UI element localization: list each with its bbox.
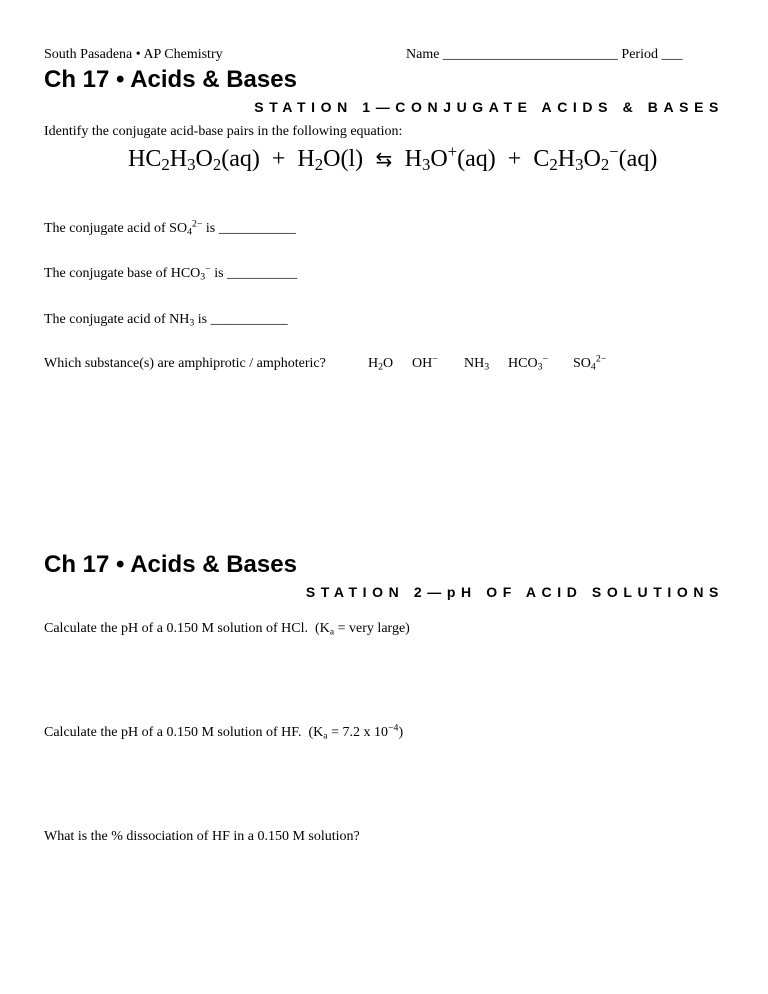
option-ammonia: $NH_3$ xyxy=(464,356,490,373)
plus-sign: + xyxy=(265,146,292,172)
chapter-title-1: Ch 17 • Acids & Bases xyxy=(44,66,297,93)
product-hydronium: $H_3O^+(aq)$ xyxy=(404,141,496,175)
chemical-equation xyxy=(128,141,658,175)
question-ph-hcl: Calculate the pH of a 0.150 M solution of HCl. ($K_a$ = very large) xyxy=(44,621,410,638)
question-conjugate-acid-ammonia: The conjugate acid of $NH_3$ is ___________ xyxy=(44,312,288,329)
school-course-label: South Pasadena • AP Chemistry xyxy=(44,47,223,62)
equilibrium-arrow-icon: ⇆ xyxy=(369,147,399,171)
station-1-instruction: Identify the conjugate acid-base pairs in the following equation: xyxy=(44,124,403,139)
option-hydroxide: OH− xyxy=(412,353,438,371)
question-conjugate-base-bicarbonate: The conjugate base of $HCO_3^-$ is __________ xyxy=(44,263,298,283)
question-amphiprotic: Which substance(s) are amphiprotic / amphoteric? xyxy=(44,356,326,371)
chapter-title-2: Ch 17 • Acids & Bases xyxy=(44,551,297,578)
reactant-water: $H_2O(l)$ xyxy=(297,146,364,175)
option-bicarbonate: $HCO_3^-$ xyxy=(508,353,548,373)
station-2-heading: STATION 2—pH OF ACID SOLUTIONS xyxy=(305,584,724,600)
question-ph-hf: Calculate the pH of a 0.150 M solution of HF. ($K_a = 7.2$ x $10^{-4}$) xyxy=(44,722,404,742)
name-period-line: Name _________________________ Period ___ xyxy=(406,47,683,62)
option-water: $H_2O$ xyxy=(368,356,394,373)
product-acetate: $C_2H_3O_2^-(aq)$ xyxy=(533,141,658,175)
station-1-heading: STATION 1—CONJUGATE ACIDS & BASES xyxy=(254,99,724,115)
option-sulfate: $SO_4^{2-}$ xyxy=(573,353,607,373)
question-conjugate-acid-sulfate: The conjugate acid of $SO_4^{2-}$ is ___________ xyxy=(44,218,296,238)
plus-sign: + xyxy=(501,146,528,172)
question-dissociation-hf: What is the % dissociation of HF in a 0.150 M solution? xyxy=(44,829,360,844)
reactant-acetic-acid: $HC_2H_3O_2(aq)$ xyxy=(128,146,260,175)
